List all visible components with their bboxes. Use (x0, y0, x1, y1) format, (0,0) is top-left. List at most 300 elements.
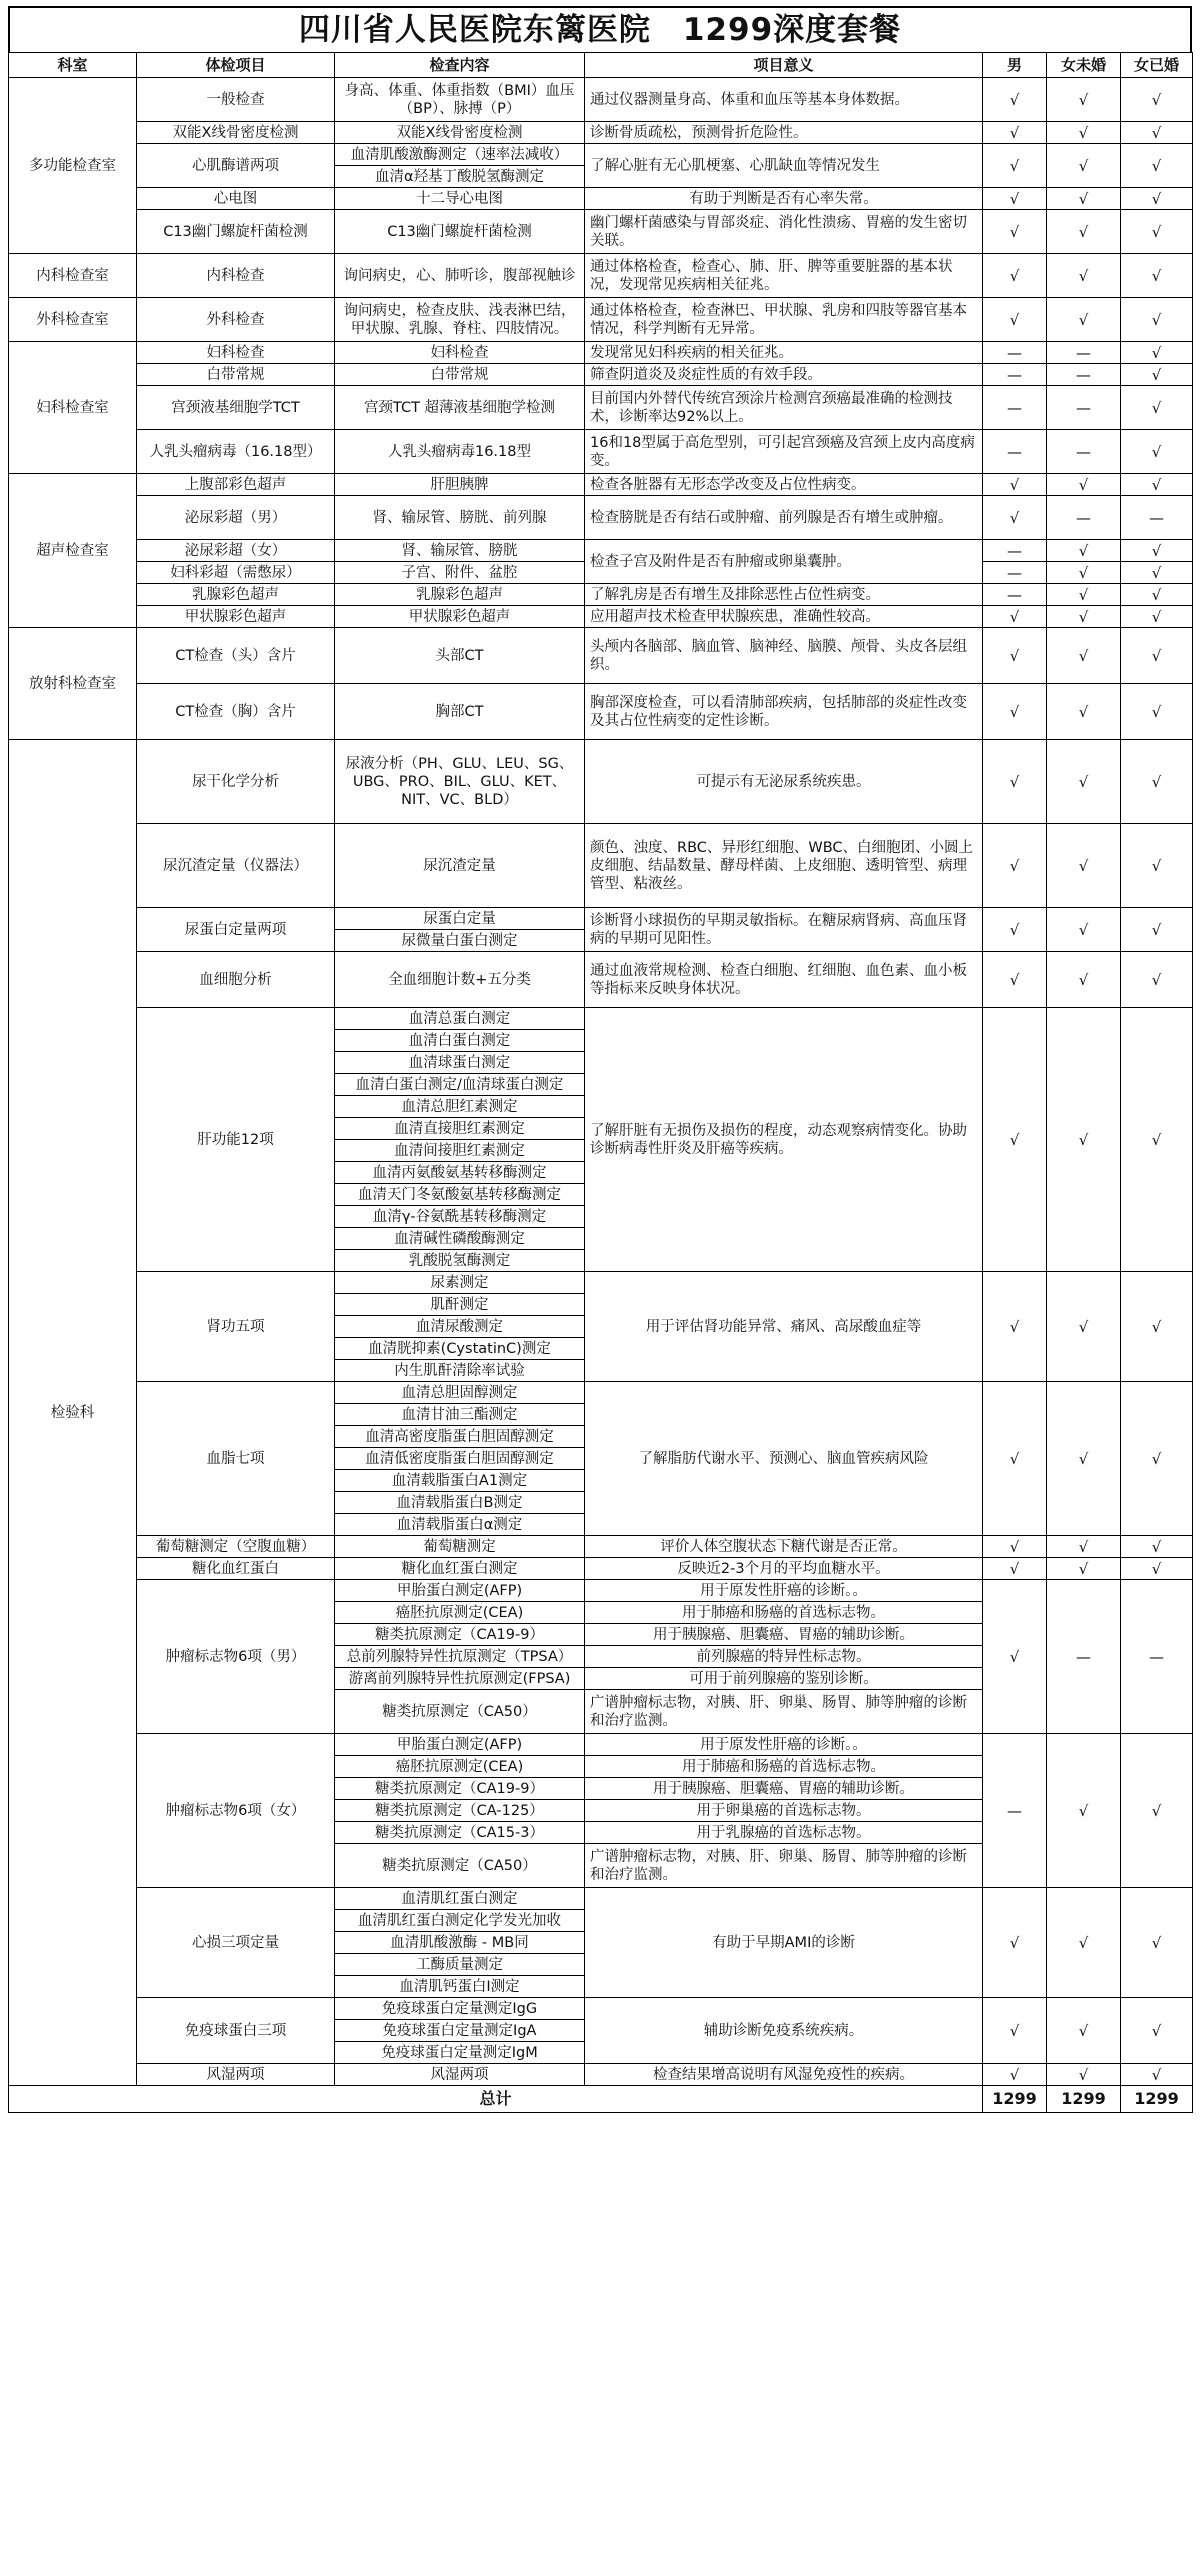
applicability-mark: √ (1047, 298, 1121, 342)
applicability-mark: √ (1047, 584, 1121, 606)
table-cell: 血清总蛋白测定 (335, 1008, 585, 1030)
table-cell: 询问病史，心、肺听诊，腹部视触诊 (335, 254, 585, 298)
applicability-mark: √ (1121, 1888, 1193, 1998)
table-cell: 通过体格检查，检查淋巴、甲状腺、乳房和四肢等器官基本情况，科学判断有无异常。 (585, 298, 983, 342)
table-cell: CT检查（头）含片 (137, 628, 335, 684)
table-row (9, 496, 1193, 540)
applicability-mark: — (1047, 430, 1121, 474)
applicability-mark: √ (1121, 824, 1193, 908)
table-cell: 血清胱抑素(CystatinC)测定 (335, 1338, 585, 1360)
table-cell: 葡萄糖测定（空腹血糖） (137, 1536, 335, 1558)
table-cell: 广谱肿瘤标志物，对胰、肝、卵巢、肠胃、肺等肿瘤的诊断和治疗监测。 (585, 1844, 983, 1888)
table-cell: 肾、输尿管、膀胱、前列腺 (335, 496, 585, 540)
table-cell: 多功能检查室 (9, 78, 137, 254)
table-cell: 有助于判断是否有心率失常。 (585, 188, 983, 210)
table-cell: 血细胞分析 (137, 952, 335, 1008)
applicability-mark: √ (1121, 298, 1193, 342)
report-sheet (8, 6, 1192, 2113)
applicability-mark: √ (1047, 1382, 1121, 1536)
applicability-mark: √ (1121, 908, 1193, 952)
table-cell: 乳腺彩色超声 (137, 584, 335, 606)
applicability-mark: √ (983, 1272, 1047, 1382)
table-cell: 游离前列腺特异性抗原测定(FPSA) (335, 1668, 585, 1690)
table-cell: 风湿两项 (137, 2064, 335, 2086)
table-cell: 了解心脏有无心肌梗塞、心肌缺血等情况发生 (585, 144, 983, 188)
table-row (9, 210, 1193, 254)
table-cell: 乳酸脱氢酶测定 (335, 1250, 585, 1272)
applicability-mark: √ (983, 1888, 1047, 1998)
table-cell: 血清载脂蛋白A1测定 (335, 1470, 585, 1492)
table-cell: 血清肌红蛋白测定化学发光加收 (335, 1910, 585, 1932)
table-cell: 血清总胆固醇测定 (335, 1382, 585, 1404)
applicability-mark: √ (983, 188, 1047, 210)
table-cell: 血清低密度脂蛋白胆固醇测定 (335, 1448, 585, 1470)
table-cell: 可提示有无泌尿系统疾患。 (585, 740, 983, 824)
table-cell: 用于评估肾功能异常、痛风、高尿酸血症等 (585, 1272, 983, 1382)
table-cell: 风湿两项 (335, 2064, 585, 2086)
table-row (9, 684, 1193, 740)
table-cell: 妇科检查 (335, 342, 585, 364)
applicability-mark: √ (1121, 1998, 1193, 2064)
table-cell: 内科检查 (137, 254, 335, 298)
applicability-mark: √ (1121, 584, 1193, 606)
table-cell: 血清丙氨酸氨基转移酶测定 (335, 1162, 585, 1184)
table-cell: 外科检查室 (9, 298, 137, 342)
table-cell: 超声检查室 (9, 474, 137, 628)
applicability-mark: — (1047, 342, 1121, 364)
table-cell: 糖类抗原测定（CA-125） (335, 1800, 585, 1822)
table-cell: 双能X线骨密度检测 (335, 122, 585, 144)
table-row (9, 1888, 1193, 1910)
table-row (9, 254, 1193, 298)
table-cell: 肾功五项 (137, 1272, 335, 1382)
table-cell: 前列腺癌的特异性标志物。 (585, 1646, 983, 1668)
table-cell: 免疫球蛋白定量测定IgA (335, 2020, 585, 2042)
table-cell: 双能X线骨密度检测 (137, 122, 335, 144)
table-row (9, 2064, 1193, 2086)
table-cell: 心电图 (137, 188, 335, 210)
table-cell: 血清甘油三酯测定 (335, 1404, 585, 1426)
applicability-mark: √ (1121, 188, 1193, 210)
total-label: 总计 (9, 2086, 983, 2113)
applicability-mark: √ (1121, 474, 1193, 496)
table-cell: 宫颈液基细胞学TCT (137, 386, 335, 430)
table-cell: 诊断肾小球损伤的早期灵敏指标。在糖尿病肾病、高血压肾病的早期可见阳性。 (585, 908, 983, 952)
applicability-mark: √ (1121, 628, 1193, 684)
applicability-mark: √ (1121, 386, 1193, 430)
table-cell: 尿蛋白定量 (335, 908, 585, 930)
table-cell: 筛查阴道炎及炎症性质的有效手段。 (585, 364, 983, 386)
applicability-mark: √ (983, 1382, 1047, 1536)
table-row (9, 628, 1193, 684)
table-cell: 尿蛋白定量两项 (137, 908, 335, 952)
total-female-married: 1299 (1121, 2086, 1193, 2113)
table-cell: 用于原发性肝癌的诊断。。 (585, 1580, 983, 1602)
table-cell: C13幽门螺旋杆菌检测 (137, 210, 335, 254)
table-cell: 反映近2-3个月的平均血糖水平。 (585, 1558, 983, 1580)
table-cell: 诊断骨质疏松，预测骨折危险性。 (585, 122, 983, 144)
table-cell: 免疫球蛋白定量测定IgM (335, 2042, 585, 2064)
table-row (9, 824, 1193, 908)
table-row (9, 342, 1193, 364)
header-dept: 科室 (9, 53, 137, 78)
table-cell: 泌尿彩超（男） (137, 496, 335, 540)
table-cell: 血清肌钙蛋白I测定 (335, 1976, 585, 1998)
table-cell: 白带常规 (335, 364, 585, 386)
table-cell: 血清肌红蛋白测定 (335, 1888, 585, 1910)
table-cell: 血清白蛋白测定 (335, 1030, 585, 1052)
total-male: 1299 (983, 2086, 1047, 2113)
applicability-mark: √ (1121, 1558, 1193, 1580)
applicability-mark: √ (1121, 952, 1193, 1008)
applicability-mark: √ (1047, 606, 1121, 628)
table-cell: 放射科检查室 (9, 628, 137, 740)
table-cell: 血清白蛋白测定/血清球蛋白测定 (335, 1074, 585, 1096)
table-cell: 用于胰腺癌、胆囊癌、胃癌的辅助诊断。 (585, 1778, 983, 1800)
table-cell: 尿干化学分析 (137, 740, 335, 824)
applicability-mark: √ (1047, 210, 1121, 254)
table-cell: 糖类抗原测定（CA15-3） (335, 1822, 585, 1844)
table-cell: 外科检查 (137, 298, 335, 342)
table-cell: 甲胎蛋白测定(AFP) (335, 1734, 585, 1756)
table-cell: CT检查（胸）含片 (137, 684, 335, 740)
table-cell: 16和18型属于高危型别，可引起宫颈癌及宫颈上皮内高度病变。 (585, 430, 983, 474)
table-cell: 了解脂肪代谢水平、预测心、脑血管疾病风险 (585, 1382, 983, 1536)
applicability-mark: √ (1047, 144, 1121, 188)
applicability-mark: √ (1047, 1888, 1121, 1998)
table-cell: 头颅内各脑部、脑血管、脑神经、脑膜、颅骨、头皮各层组织。 (585, 628, 983, 684)
applicability-mark: √ (983, 908, 1047, 952)
table-cell: 甲状腺彩色超声 (137, 606, 335, 628)
table-cell: 血脂七项 (137, 1382, 335, 1536)
table-cell: 妇科检查室 (9, 342, 137, 474)
table-cell: 尿素测定 (335, 1272, 585, 1294)
applicability-mark: — (983, 430, 1047, 474)
table-cell: 用于卵巢癌的首选标志物。 (585, 1800, 983, 1822)
table-cell: 用于乳腺癌的首选标志物。 (585, 1822, 983, 1844)
applicability-mark: √ (1121, 740, 1193, 824)
table-cell: 免疫球蛋白定量测定IgG (335, 1998, 585, 2020)
applicability-mark: — (983, 386, 1047, 430)
applicability-mark: √ (1121, 1008, 1193, 1272)
total-row (9, 2086, 1193, 2113)
applicability-mark: √ (1121, 606, 1193, 628)
applicability-mark: √ (983, 78, 1047, 122)
applicability-mark: — (983, 342, 1047, 364)
table-cell: 人乳头瘤病毒（16.18型） (137, 430, 335, 474)
table-cell: 颜色、浊度、RBC、异形红细胞、WBC、白细胞团、小圆上皮细胞、结晶数量、酵母样菌、上皮细胞、透明管型、病理管型、粘液丝。 (585, 824, 983, 908)
applicability-mark: √ (983, 298, 1047, 342)
table-cell: 广谱肿瘤标志物，对胰、肝、卵巢、肠胃、肺等肿瘤的诊断和治疗监测。 (585, 1690, 983, 1734)
table-cell: 尿微量白蛋白测定 (335, 930, 585, 952)
table-body (9, 78, 1193, 2086)
table-cell: 乳腺彩色超声 (335, 584, 585, 606)
table-row (9, 584, 1193, 606)
applicability-mark: √ (1121, 254, 1193, 298)
table-row (9, 1272, 1193, 1294)
applicability-mark: √ (983, 122, 1047, 144)
applicability-mark: √ (1047, 1998, 1121, 2064)
table-cell: 了解肝脏有无损伤及损伤的程度，动态观察病情变化。协助诊断病毒性肝炎及肝癌等疾病。 (585, 1008, 983, 1272)
table-row (9, 474, 1193, 496)
table-cell: 通过仪器测量身高、体重和血压等基本身体数据。 (585, 78, 983, 122)
table-cell: 全血细胞计数+五分类 (335, 952, 585, 1008)
table-cell: 尿液分析（PH、GLU、LEU、SG、UBG、PRO、BIL、GLU、KET、NIT、VC、BLD） (335, 740, 585, 824)
header-content: 检查内容 (335, 53, 585, 78)
table-cell: 癌胚抗原测定(CEA) (335, 1756, 585, 1778)
table-cell: 白带常规 (137, 364, 335, 386)
table-cell: 通过血液常规检测、检查白细胞、红细胞、血色素、血小板等指标来反映身体状况。 (585, 952, 983, 1008)
table-cell: 检查子宫及附件是否有肿瘤或卵巢囊肿。 (585, 540, 983, 584)
table-row (9, 540, 1193, 562)
table-cell: 肌酐测定 (335, 1294, 585, 1316)
applicability-mark: √ (1047, 78, 1121, 122)
table-cell: 糖类抗原测定（CA50） (335, 1690, 585, 1734)
table-cell: 用于原发性肝癌的诊断。。 (585, 1734, 983, 1756)
table-cell: 总前列腺特异性抗原测定（TPSA） (335, 1646, 585, 1668)
table-cell: 评价人体空腹状态下糖代谢是否正常。 (585, 1536, 983, 1558)
table-cell: 尿沉渣定量（仪器法） (137, 824, 335, 908)
applicability-mark: √ (1121, 540, 1193, 562)
table-row (9, 430, 1193, 474)
table-cell: 工酶质量测定 (335, 1954, 585, 1976)
table-row (9, 1536, 1193, 1558)
table-cell: 通过体格检查，检查心、肺、肝、脾等重要脏器的基本状况，发现常见疾病相关征兆。 (585, 254, 983, 298)
table-row (9, 298, 1193, 342)
package-table (8, 52, 1193, 2113)
table-cell: 糖类抗原测定（CA19-9） (335, 1778, 585, 1800)
table-cell: 幽门螺杆菌感染与胃部炎症、消化性溃疡、胃癌的发生密切关联。 (585, 210, 983, 254)
applicability-mark: √ (1047, 2064, 1121, 2086)
table-cell: 可用于前列腺癌的鉴别诊断。 (585, 1668, 983, 1690)
table-cell: 胸部深度检查，可以看清肺部疾病，包括肺部的炎症性改变及其占位性病变的定性诊断。 (585, 684, 983, 740)
header-female-married: 女已婚 (1121, 53, 1193, 78)
applicability-mark: √ (983, 474, 1047, 496)
table-cell: 肿瘤标志物6项（女） (137, 1734, 335, 1888)
applicability-mark: √ (1121, 342, 1193, 364)
applicability-mark: √ (1047, 628, 1121, 684)
table-cell: 血清尿酸测定 (335, 1316, 585, 1338)
table-cell: 检验科 (9, 740, 137, 2086)
applicability-mark: √ (1047, 254, 1121, 298)
table-cell: 癌胚抗原测定(CEA) (335, 1602, 585, 1624)
table-cell: 头部CT (335, 628, 585, 684)
table-cell: 检查结果增高说明有风湿免疫性的疾病。 (585, 2064, 983, 2086)
applicability-mark: √ (1047, 1536, 1121, 1558)
table-cell: 胸部CT (335, 684, 585, 740)
table-cell: 了解乳房是否有增生及排除恶性占位性病变。 (585, 584, 983, 606)
applicability-mark: √ (983, 606, 1047, 628)
applicability-mark: √ (1047, 188, 1121, 210)
table-cell: 泌尿彩超（女） (137, 540, 335, 562)
table-row (9, 606, 1193, 628)
table-row (9, 364, 1193, 386)
applicability-mark: √ (1121, 210, 1193, 254)
applicability-mark: √ (983, 628, 1047, 684)
applicability-mark: — (1047, 496, 1121, 540)
applicability-mark: √ (1047, 908, 1121, 952)
table-cell: 有助于早期AMI的诊断 (585, 1888, 983, 1998)
table-cell: 血清碱性磷酸酶测定 (335, 1228, 585, 1250)
table-cell: 血清γ-谷氨酰基转移酶测定 (335, 1206, 585, 1228)
applicability-mark: √ (1121, 1272, 1193, 1382)
applicability-mark: — (1047, 364, 1121, 386)
table-cell: 目前国内外替代传统宫颈涂片检测宫颈癌最准确的检测技术，诊断率达92%以上。 (585, 386, 983, 430)
applicability-mark: — (983, 540, 1047, 562)
table-cell: 用于肺癌和肠癌的首选标志物。 (585, 1756, 983, 1778)
applicability-mark: √ (1047, 474, 1121, 496)
applicability-mark: √ (983, 952, 1047, 1008)
applicability-mark: √ (1121, 1536, 1193, 1558)
applicability-mark: √ (1047, 1272, 1121, 1382)
table-cell: 血清天门冬氨酸氨基转移酶测定 (335, 1184, 585, 1206)
table-row (9, 1008, 1193, 1030)
table-row (9, 144, 1193, 166)
applicability-mark: √ (983, 254, 1047, 298)
table-row (9, 952, 1193, 1008)
applicability-mark: √ (1121, 78, 1193, 122)
applicability-mark: — (983, 364, 1047, 386)
applicability-mark: √ (1047, 1734, 1121, 1888)
header-item: 体检项目 (137, 53, 335, 78)
applicability-mark: — (1047, 386, 1121, 430)
applicability-mark: √ (1121, 122, 1193, 144)
applicability-mark: √ (983, 1998, 1047, 2064)
header-female-single: 女未婚 (1047, 53, 1121, 78)
table-cell: 检查膀胱是否有结石或肿瘤、前列腺是否有增生或肿瘤。 (585, 496, 983, 540)
applicability-mark: √ (1121, 562, 1193, 584)
table-row (9, 386, 1193, 430)
table-cell: 十二导心电图 (335, 188, 585, 210)
applicability-mark: √ (1121, 684, 1193, 740)
table-cell: 心损三项定量 (137, 1888, 335, 1998)
table-cell: 一般检查 (137, 78, 335, 122)
table-cell: 尿沉渣定量 (335, 824, 585, 908)
table-cell: 血清载脂蛋白B测定 (335, 1492, 585, 1514)
table-row (9, 908, 1193, 930)
table-cell: 血清肌酸激酶测定（速率法减收） (335, 144, 585, 166)
table-cell: 身高、体重、体重指数（BMI）血压（BP）、脉搏（P） (335, 78, 585, 122)
applicability-mark: √ (983, 496, 1047, 540)
applicability-mark: √ (1047, 562, 1121, 584)
table-row (9, 78, 1193, 122)
applicability-mark: √ (1047, 1008, 1121, 1272)
applicability-mark: — (1047, 1580, 1121, 1734)
table-cell: 发现常见妇科疾病的相关征兆。 (585, 342, 983, 364)
applicability-mark: √ (983, 1558, 1047, 1580)
applicability-mark: √ (983, 1536, 1047, 1558)
applicability-mark: √ (1047, 540, 1121, 562)
table-cell: 糖类抗原测定（CA19-9） (335, 1624, 585, 1646)
table-cell: 妇科彩超（需憋尿） (137, 562, 335, 584)
table-row (9, 188, 1193, 210)
table-cell: 糖化血红蛋白 (137, 1558, 335, 1580)
table-row (9, 1998, 1193, 2020)
applicability-mark: √ (983, 144, 1047, 188)
table-cell: 上腹部彩色超声 (137, 474, 335, 496)
table-row (9, 1580, 1193, 1602)
table-cell: 心肌酶谱两项 (137, 144, 335, 188)
applicability-mark: — (983, 562, 1047, 584)
applicability-mark: √ (983, 740, 1047, 824)
total-female-single: 1299 (1047, 2086, 1121, 2113)
applicability-mark: — (1121, 496, 1193, 540)
table-cell: 检查各脏器有无形态学改变及占位性病变。 (585, 474, 983, 496)
applicability-mark: √ (983, 824, 1047, 908)
applicability-mark: √ (983, 2064, 1047, 2086)
applicability-mark: √ (983, 684, 1047, 740)
applicability-mark: √ (1047, 122, 1121, 144)
table-cell: 血清间接胆红素测定 (335, 1140, 585, 1162)
page-title: 四川省人民医院东篱医院 1299深度套餐 (8, 6, 1192, 52)
applicability-mark: √ (983, 1580, 1047, 1734)
table-cell: C13幽门螺旋杆菌检测 (335, 210, 585, 254)
table-row (9, 1382, 1193, 1404)
table-cell: 内生肌酐清除率试验 (335, 1360, 585, 1382)
table-cell: 血清载脂蛋白α测定 (335, 1514, 585, 1536)
table-row (9, 740, 1193, 824)
table-cell: 血清α羟基丁酸脱氢酶测定 (335, 166, 585, 188)
table-cell: 询问病史，检查皮肤、浅表淋巴结，甲状腺、乳腺、脊柱、四肢情况。 (335, 298, 585, 342)
table-row (9, 1558, 1193, 1580)
header-meaning: 项目意义 (585, 53, 983, 78)
table-cell: 血清总胆红素测定 (335, 1096, 585, 1118)
table-cell: 人乳头瘤病毒16.18型 (335, 430, 585, 474)
table-row (9, 1734, 1193, 1756)
applicability-mark: √ (1121, 144, 1193, 188)
applicability-mark: √ (1121, 1382, 1193, 1536)
table-cell: 糖类抗原测定（CA50） (335, 1844, 585, 1888)
applicability-mark: √ (1047, 952, 1121, 1008)
applicability-mark: √ (1047, 824, 1121, 908)
applicability-mark: √ (1121, 1734, 1193, 1888)
table-cell: 血清高密度脂蛋白胆固醇测定 (335, 1426, 585, 1448)
applicability-mark: √ (1047, 1558, 1121, 1580)
applicability-mark: √ (1121, 2064, 1193, 2086)
table-cell: 血清球蛋白测定 (335, 1052, 585, 1074)
applicability-mark: √ (1121, 430, 1193, 474)
applicability-mark: √ (1047, 740, 1121, 824)
applicability-mark: √ (983, 1008, 1047, 1272)
table-cell: 妇科检查 (137, 342, 335, 364)
table-cell: 葡萄糖测定 (335, 1536, 585, 1558)
applicability-mark: √ (1047, 684, 1121, 740)
applicability-mark: √ (983, 210, 1047, 254)
table-cell: 用于胰腺癌、胆囊癌、胃癌的辅助诊断。 (585, 1624, 983, 1646)
table-cell: 宫颈TCT 超薄液基细胞学检测 (335, 386, 585, 430)
table-cell: 糖化血红蛋白测定 (335, 1558, 585, 1580)
header-row (9, 53, 1193, 78)
table-cell: 甲状腺彩色超声 (335, 606, 585, 628)
table-cell: 肾、输尿管、膀胱 (335, 540, 585, 562)
table-cell: 血清直接胆红素测定 (335, 1118, 585, 1140)
table-cell: 肝胆胰脾 (335, 474, 585, 496)
table-cell: 辅助诊断免疫系统疾病。 (585, 1998, 983, 2064)
applicability-mark: — (983, 584, 1047, 606)
table-cell: 血清肌酸激酶 - MB同 (335, 1932, 585, 1954)
table-cell: 肝功能12项 (137, 1008, 335, 1272)
table-cell: 甲胎蛋白测定(AFP) (335, 1580, 585, 1602)
table-cell: 免疫球蛋白三项 (137, 1998, 335, 2064)
applicability-mark: — (983, 1734, 1047, 1888)
header-male: 男 (983, 53, 1047, 78)
applicability-mark: — (1121, 1580, 1193, 1734)
table-row (9, 122, 1193, 144)
table-cell: 应用超声技术检查甲状腺疾患，准确性较高。 (585, 606, 983, 628)
table-cell: 肿瘤标志物6项（男） (137, 1580, 335, 1734)
table-cell: 子宫、附件、盆腔 (335, 562, 585, 584)
applicability-mark: √ (1121, 364, 1193, 386)
